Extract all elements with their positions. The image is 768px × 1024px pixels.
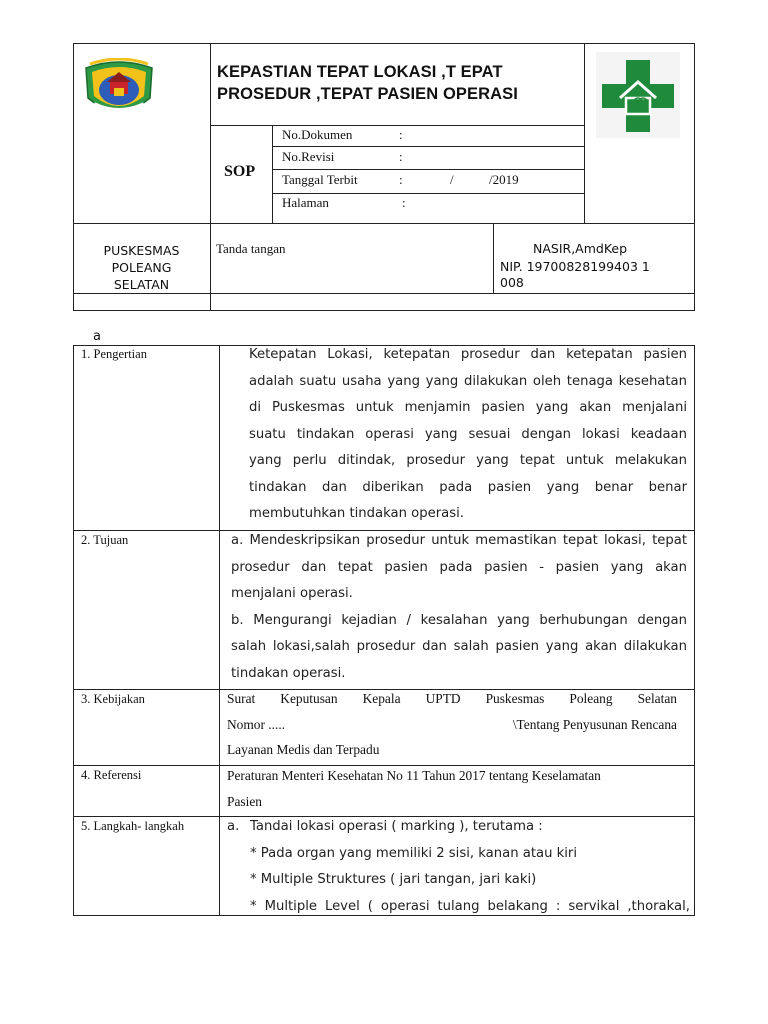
row-label-pengertian: 1. Pengertian — [81, 347, 147, 361]
pengertian-line: tindakan dan diberikan pada pasien yang benar benar — [249, 479, 687, 495]
kebijakan-line-3: Layanan Medis dan Terpadu — [227, 742, 380, 757]
kebijakan-text — [227, 686, 677, 763]
org-line-2: POLEANG — [111, 260, 172, 275]
sop-label: SOP — [224, 163, 256, 180]
tujuan-line: a. Mendeskripsikan prosedur untuk memastikan tepat lokasi, tepat — [231, 533, 687, 548]
langkah-item-a — [227, 814, 690, 841]
pengertian-line: Ketepatan Lokasi, ketepatan prosedur dan ketepatan pasien — [249, 347, 687, 362]
header-lower-line — [73, 293, 695, 294]
meta-colon: : — [399, 149, 403, 164]
meta-row-line-1 — [272, 146, 584, 147]
row-label-kebijakan: 3. Kebijakan — [81, 692, 145, 706]
langkah-bullet: * Multiple Level ( operasi tulang belakang : servikal ,thorakal, — [250, 898, 690, 914]
meta-label-no-revisi: No.Revisi — [282, 149, 335, 164]
sign-divider-right — [493, 223, 494, 293]
meta-colon: : — [399, 172, 403, 187]
tujuan-text — [231, 528, 687, 687]
signer-nip-line-1: NIP. 19700828199403 1 — [500, 259, 650, 274]
row-label-langkah: 5. Langkah- langkah — [81, 819, 185, 833]
tujuan-line: salah lokasi,salah prosedur dan salah pasien yang akan dilakukan — [231, 639, 687, 654]
kebijakan-line-2 — [227, 712, 677, 738]
pengertian-text — [249, 342, 687, 528]
header-divider-left — [210, 43, 211, 223]
langkah-bullet: * Multiple Struktures ( jari tangan, jari kaki) — [250, 872, 537, 887]
kebijakan-tentang: \Tentang Penyusunan Rencana — [512, 716, 677, 732]
pengertian-line: suatu tindakan operasi yang sesuai dengan lokasi keadaan — [249, 426, 687, 442]
langkah-bullet: * Pada organ yang memiliki 2 sisi, kanan atau kiri — [250, 845, 578, 861]
tujuan-line: prosedur dan tepat pasien pada pasien - pasien yang akan — [231, 559, 687, 575]
langkah-text — [227, 814, 690, 920]
meta-row-line-2 — [272, 169, 584, 170]
row-label-tujuan: 2. Tujuan — [81, 533, 129, 547]
meta-label-tanggal-terbit: Tanggal Terbit — [282, 172, 358, 187]
header-divider-right — [584, 43, 585, 223]
procedure-column-divider — [219, 345, 220, 916]
header-middle-line — [73, 223, 695, 224]
kebijakan-line-1: Surat Keputusan Kepala UPTD Puskesmas Poleang Selatan — [227, 691, 677, 706]
row-label-referensi: 4. Referensi — [81, 768, 142, 782]
pengertian-line: di Puskesmas untuk menjamin pasien yang akan menjalani — [249, 400, 687, 415]
signer-nip-line-2: 008 — [500, 275, 524, 290]
referensi-line-2: Pasien — [227, 793, 262, 809]
meta-date-year: /2019 — [489, 172, 519, 187]
meta-colon: : — [402, 195, 406, 210]
stray-mark: a — [93, 329, 101, 344]
meta-colon: : — [399, 127, 403, 142]
pengertian-line: yang perlu ditindak, prosedur yang tepat untuk melakukan — [249, 453, 687, 468]
meta-label-halaman: Halaman — [282, 195, 329, 210]
langkah-item-a-prefix: a. — [227, 819, 240, 834]
meta-date-separator: / — [450, 172, 454, 187]
signature-label: Tanda tangan — [216, 241, 286, 256]
meta-row-line-3 — [272, 193, 584, 194]
signer-name: NASIR,AmdKep — [533, 241, 628, 256]
org-line-3: SELATAN — [113, 277, 170, 292]
sign-divider-left — [210, 223, 211, 311]
document-title-line-2: PROSEDUR ,TEPAT PASIEN OPERASI — [217, 85, 518, 103]
title-bottom-line — [210, 125, 584, 126]
regional-emblem-logo — [80, 58, 158, 120]
pengertian-line: membutuhkan tindakan operasi. — [249, 506, 464, 521]
pengertian-line: adalah suatu usaha yang yang dilakukan oleh tenaga kesehatan — [249, 373, 687, 389]
referensi-line-1: Peraturan Menteri Kesehatan No 11 Tahun 2017 tentang Keselamatan — [227, 768, 601, 783]
kebijakan-nomor: Nomor ..... — [227, 716, 286, 732]
puskesmas-cross-logo — [596, 52, 680, 138]
tujuan-line: b. Mengurangi kejadian / kesalahan yang berhubungan dengan — [231, 612, 687, 628]
langkah-item-a-text: Tandai lokasi operasi ( marking ), terutama : — [250, 819, 543, 834]
meta-divider — [272, 125, 273, 223]
document-title-line-1: KEPASTIAN TEPAT LOKASI ,T EPAT — [217, 63, 503, 81]
meta-label-no-dokumen: No.Dokumen — [282, 127, 353, 142]
org-line-1: PUSKESMAS — [103, 243, 180, 258]
tujuan-line: tindakan operasi. — [231, 665, 346, 681]
organization-name — [73, 242, 210, 293]
referensi-text — [227, 763, 687, 814]
tujuan-line: menjalani operasi. — [231, 586, 353, 601]
